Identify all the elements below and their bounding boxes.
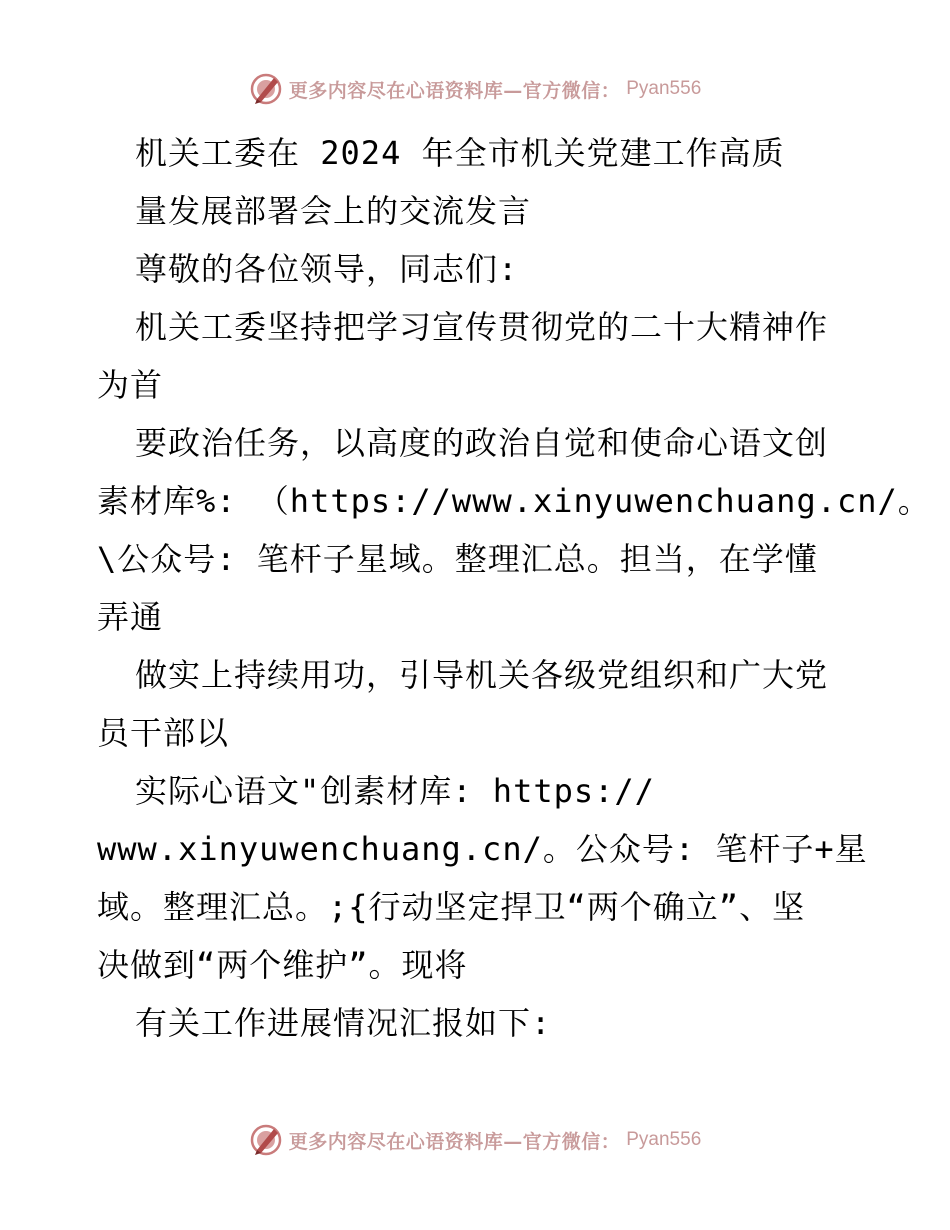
paragraph-line: 域。整理汇总。;{行动坚定捍卫“两个确立”、坚 xyxy=(97,888,806,926)
paragraph-line: 实际心语文"创素材库: https:// xyxy=(135,772,655,810)
paragraph-line: 员干部以 xyxy=(97,714,230,752)
paragraph-line: \公众号: 笔杆子星域。整理汇总。担当，在学懂 xyxy=(97,540,818,578)
paragraph-line: 弄通 xyxy=(97,598,164,636)
paragraph-line: 为首 xyxy=(97,366,164,404)
header-watermark xyxy=(0,72,950,106)
watermark-wechat-id: Pyan556 xyxy=(626,1129,702,1150)
paragraph-line: 决做到“两个维护”。现将 xyxy=(97,946,468,984)
watermark-text: 更多内容尽在心语资料库—官方微信： xyxy=(288,79,621,102)
document-body xyxy=(97,124,931,1052)
salutation: 尊敬的各位领导，同志们: xyxy=(135,250,519,288)
paragraph-line: 要政治任务，以高度的政治自觉和使命心语文创 xyxy=(135,424,829,462)
paragraph-line: 有关工作进展情况汇报如下: xyxy=(135,1004,552,1042)
watermark-text: 更多内容尽在心语资料库—官方微信： xyxy=(288,1130,621,1153)
title-line-1: 机关工委在 2024 年全市机关党建工作高质 xyxy=(135,134,785,172)
paragraph-line: 机关工委坚持把学习宣传贯彻党的二十大精神作 xyxy=(135,308,829,346)
paragraph-line: www.xinyuwenchuang.cn/。公众号: 笔杆子+星 xyxy=(97,830,868,868)
pen-logo-icon xyxy=(249,72,283,106)
paragraph-line: 做实上持续用功，引导机关各级党组织和广大党 xyxy=(135,656,829,694)
watermark-wechat-id: Pyan556 xyxy=(626,78,702,99)
pen-logo-icon xyxy=(249,1123,283,1157)
paragraph-line: 素材库%: （https://www.xinyuwenchuang.cn/。 xyxy=(97,482,931,520)
title-line-2: 量发展部署会上的交流发言 xyxy=(135,192,532,230)
footer-watermark xyxy=(0,1123,950,1157)
